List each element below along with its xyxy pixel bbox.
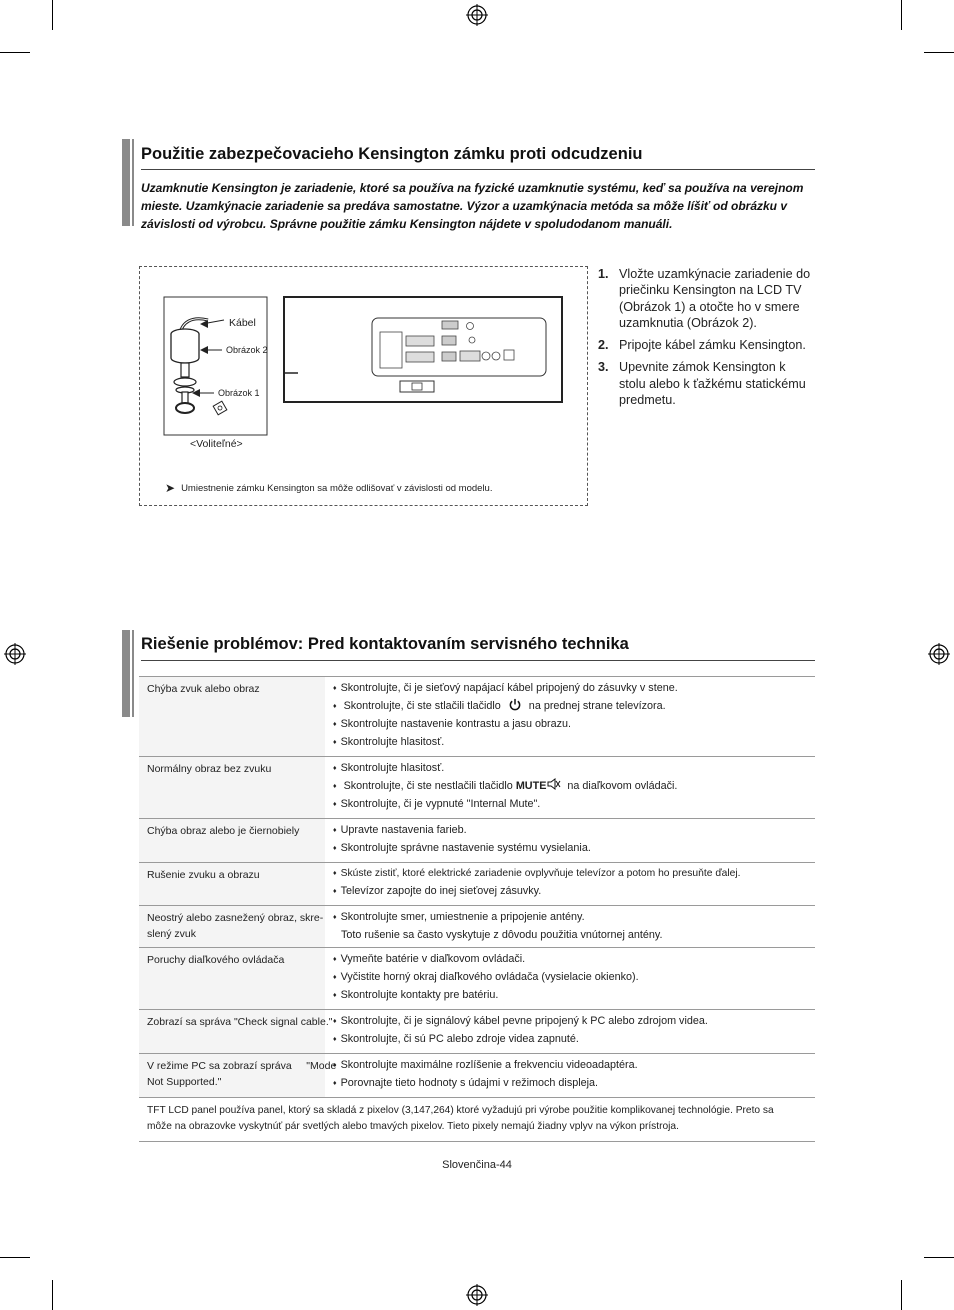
troubleshooting-table [139, 676, 815, 1142]
registration-mark-icon [4, 643, 26, 665]
page-number: Slovenčina-44 [442, 1159, 512, 1171]
table-row [139, 757, 815, 819]
solution-item: ♦ Skontrolujte správne nastavenie systému vysielania. [333, 840, 807, 858]
step-text: Vložte uzamkýnacie zariadenie do priečinku Kensington na LCD TV (Obrázok 1) a otočte ho v smere uzamknutia (Obrázok 2). [619, 267, 811, 330]
crop-mark [901, 0, 902, 30]
solution-item: ♦ Vymeňte batérie v diaľkovom ovládači. [333, 951, 807, 969]
solution-item [333, 698, 807, 716]
cable-label: Kábel [229, 317, 256, 329]
solution-cell [325, 819, 815, 862]
solution-cell [325, 948, 815, 1009]
problem-cell: Poruchy diaľkového ovládača [139, 948, 325, 1009]
solution-item: ♦ Skontrolujte nastavenie kontrastu a jasu obrazu. [333, 716, 807, 734]
table-row [139, 948, 815, 1010]
solution-text: na diaľkovom ovládači. [564, 780, 678, 792]
step-item [598, 359, 813, 408]
crop-mark [924, 52, 954, 53]
step-item [598, 337, 813, 353]
solution-item: ♦ Skontrolujte hlasitosť. [333, 734, 807, 752]
registration-mark-icon [928, 643, 950, 665]
solution-item: ♦ Skontrolujte hlasitosť. [333, 760, 807, 778]
solution-text: na prednej strane televízora. [525, 700, 666, 712]
solution-item: ♦ Skontrolujte, či je sieťový napájací kábel pripojený do zásuvky v stene. [333, 680, 807, 698]
problem-cell: Zobrazí sa správa "Check signal cable." [139, 1010, 325, 1053]
solution-cell [325, 757, 815, 818]
section-marker [122, 630, 130, 717]
table-row [139, 906, 815, 948]
section-marker [132, 630, 134, 717]
section-marker [122, 139, 130, 226]
step-text: Upevnite zámok Kensington k stolu alebo k ťažkému statickému predmetu. [619, 360, 806, 408]
crop-mark [924, 1257, 954, 1258]
mute-speaker-icon [547, 778, 561, 790]
figure-note-text: Umiestnenie zámku Kensington sa môže odlišovať v závislosti od modelu. [181, 482, 493, 494]
section-title: Riešenie problémov: Pred kontaktovaním servisného technika [141, 635, 629, 653]
table-row [139, 677, 815, 757]
solution-cell [325, 863, 815, 905]
section-rule [141, 660, 815, 661]
solution-text: Skontrolujte, či ste stlačili tlačidlo [343, 700, 504, 712]
figure-2-label: Obrázok 2 [226, 345, 268, 355]
solution-item: ♦ Skontrolujte smer, umiestnenie a pripojenie antény. [333, 909, 807, 927]
table-row [139, 863, 815, 906]
tv-back-panel-illustration [282, 296, 564, 404]
section-marker [132, 139, 134, 226]
power-icon [508, 698, 522, 711]
solution-item: ♦ Skontrolujte maximálne rozlíšenie a frekvenciu videoadaptéra. [333, 1057, 807, 1075]
crop-mark [0, 52, 30, 53]
solution-item: ♦ Skontrolujte, či je vypnuté "Internal Mute". [333, 796, 807, 814]
crop-mark [0, 1257, 30, 1258]
problem-cell: Rušenie zvuku a obrazu [139, 863, 325, 905]
solution-item: ♦ Skúste zistiť, ktoré elektrické zariadenie ovplyvňuje televízor a potom ho presuňte ďalej. [333, 866, 807, 883]
problem-cell: Normálny obraz bez zvuku [139, 757, 325, 818]
crop-mark [52, 1280, 53, 1310]
table-footnote: TFT LCD panel používa panel, ktorý sa skladá z pixelov (3,147,264) ktoré vyžadujú pri výrobe použitie komplikovanej technológie. Preto sa môže na obrazovke vyskytnúť pár svetlých alebo tmavých pixelov. Tieto pixely nemajú žiadny vplyv na výkon prístroja. [139, 1098, 815, 1142]
crop-mark [901, 1280, 902, 1310]
solution-item: ♦ Skontrolujte, či sú PC alebo zdroje videa zapnuté. [333, 1031, 807, 1049]
step-number: 1. [598, 267, 609, 281]
note-arrow-icon: ➤ [165, 481, 176, 495]
solution-cell [325, 1010, 815, 1053]
mute-label: MUTE [515, 780, 547, 792]
step-number: 2. [598, 338, 609, 353]
table-row [139, 819, 815, 863]
solution-cell [325, 1054, 815, 1097]
problem-cell: Chýba zvuk alebo obraz [139, 677, 325, 756]
step-text: Pripojte kábel zámku Kensington. [619, 338, 806, 353]
problem-cell: Neostrý alebo zasnežený obraz, skre- slený zvuk [139, 906, 325, 947]
solution-item: ♦ Upravte nastavenia farieb. [333, 822, 807, 840]
table-row [139, 1010, 815, 1054]
solution-item: ♦ Skontrolujte kontakty pre batériu. [333, 987, 807, 1005]
step-item [598, 266, 813, 331]
solution-item: ♦ Vyčistite horný okraj diaľkového ovládača (vysielacie okienko). [333, 969, 807, 987]
section-intro: Uzamknutie Kensington je zariadenie, ktoré sa používa na fyzické uzamknutie systému, keď sa používa na verejnom mieste. Uzamkýnacie zariadenie sa predáva samostatne. Výzor a uzamkýnacia metóda sa môže líšiť od obrázku v závislosti od výrobcu. Správne použitie zámku Kensington nájdete v spoludodanom manuáli. [141, 181, 804, 231]
section-rule [141, 169, 815, 170]
optional-label: <Voliteľné> [190, 438, 243, 450]
solution-item: ♦ Skontrolujte, či je signálový kábel pevne pripojený k PC alebo zdrojom videa. [333, 1013, 807, 1031]
solution-item: ♦ Porovnajte tieto hodnoty s údajmi v režimoch displeja. [333, 1075, 807, 1093]
solution-item [333, 778, 807, 796]
section-title: Použitie zabezpečovacieho Kensington zámku proti odcudzeniu [141, 145, 643, 163]
step-number: 3. [598, 360, 609, 375]
table-row [139, 1054, 815, 1098]
registration-mark-icon [466, 1284, 488, 1306]
figure-note [165, 481, 492, 495]
figure-1-label: Obrázok 1 [218, 388, 260, 398]
solution-text: Skontrolujte, či ste nestlačili tlačidlo [343, 780, 516, 792]
problem-cell: V režime PC sa zobrazí správa "Mode Not Supported." [139, 1054, 325, 1097]
solution-continuation: Toto rušenie sa často vyskytuje z dôvodu použitia vnútornej antény. [341, 929, 663, 941]
step-list [598, 266, 813, 414]
problem-cell: Chýba obraz alebo je čiernobiely [139, 819, 325, 862]
crop-mark [52, 0, 53, 30]
solution-cell [325, 906, 815, 947]
solution-cell [325, 677, 815, 756]
solution-item: ♦ Televízor zapojte do inej sieťovej zásuvky. [333, 883, 807, 901]
registration-mark-icon [466, 4, 488, 26]
